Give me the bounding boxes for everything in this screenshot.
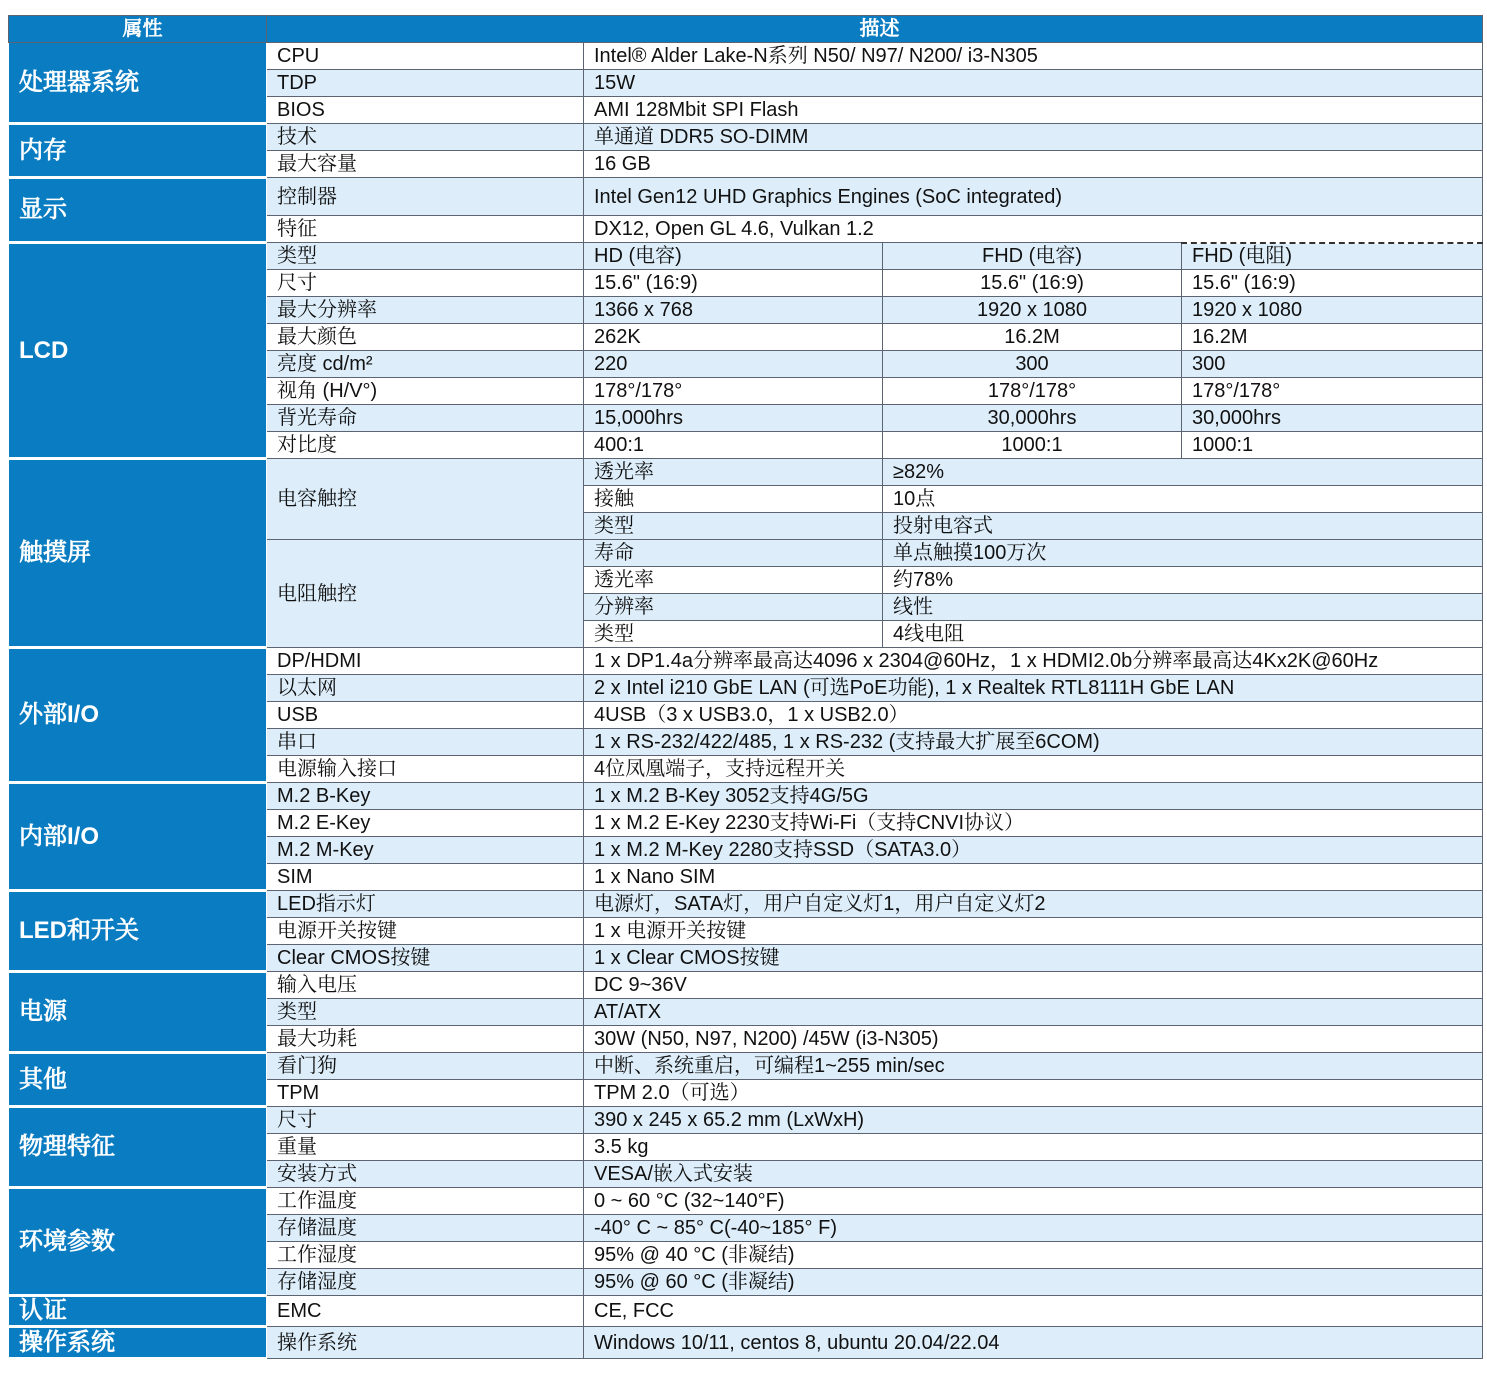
row-label: SIM [267, 864, 584, 891]
category-processor: 处理器系统 [9, 43, 267, 124]
touch-key: 分辨率 [584, 594, 883, 621]
spec-table [8, 15, 1483, 1360]
touch-key: 透光率 [584, 567, 883, 594]
lcd-col1: 262K [584, 324, 883, 351]
lcd-col3: 30,000hrs [1182, 405, 1483, 432]
row-value: 2 x Intel i210 GbE LAN (可选PoE功能), 1 x Realtek RTL8111H GbE LAN [584, 675, 1483, 702]
category-memory: 内存 [9, 124, 267, 178]
row-value: -40° C ~ 85° C(-40~185° F) [584, 1215, 1483, 1242]
row-value: DC 9~36V [584, 972, 1483, 999]
row-label: 串口 [267, 729, 584, 756]
touch-value: 投射电容式 [883, 513, 1483, 540]
table-row [9, 243, 1483, 270]
table-row [9, 1296, 1483, 1327]
category-power: 电源 [9, 972, 267, 1053]
category-lcd: LCD [9, 243, 267, 459]
table-row [9, 1107, 1483, 1134]
row-label: 存储湿度 [267, 1269, 584, 1296]
header-attr: 属性 [9, 16, 267, 43]
lcd-col2: 1000:1 [883, 432, 1182, 459]
row-label: 特征 [267, 216, 584, 243]
table-row [9, 891, 1483, 918]
row-label: CPU [267, 43, 584, 70]
row-label: 输入电压 [267, 972, 584, 999]
touch-capacitive-label: 电容触控 [267, 459, 584, 540]
row-label: 尺寸 [267, 1107, 584, 1134]
row-value: 16 GB [584, 151, 1483, 178]
lcd-col3: 16.2M [1182, 324, 1483, 351]
touch-key: 寿命 [584, 540, 883, 567]
row-value: TPM 2.0（可选） [584, 1080, 1483, 1107]
row-label: Clear CMOS按键 [267, 945, 584, 972]
table-row [9, 43, 1483, 70]
row-value: 30W (N50, N97, N200) /45W (i3-N305) [584, 1026, 1483, 1053]
row-label: 视角 (H/V°) [267, 378, 584, 405]
row-value: 15W [584, 70, 1483, 97]
row-label: DP/HDMI [267, 648, 584, 675]
row-label: 以太网 [267, 675, 584, 702]
table-row [9, 1327, 1483, 1359]
lcd-col3: FHD (电阻) [1182, 243, 1483, 270]
lcd-col1: 400:1 [584, 432, 883, 459]
lcd-col2: 178°/178° [883, 378, 1182, 405]
row-label: 对比度 [267, 432, 584, 459]
row-label: 电源开关按键 [267, 918, 584, 945]
row-label: 背光寿命 [267, 405, 584, 432]
touch-value: 线性 [883, 594, 1483, 621]
row-label: M.2 M-Key [267, 837, 584, 864]
category-touch: 触摸屏 [9, 459, 267, 648]
row-value: 390 x 245 x 65.2 mm (LxWxH) [584, 1107, 1483, 1134]
row-value: VESA/嵌入式安装 [584, 1161, 1483, 1188]
row-value: 1 x DP1.4a分辨率最高达4096 x 2304@60Hz，1 x HDMI2.0b分辨率最高达4Kx2K@60Hz [584, 648, 1483, 675]
row-value: 1 x M.2 E-Key 2230支持Wi-Fi（支持CNVI协议） [584, 810, 1483, 837]
table-row [9, 124, 1483, 151]
lcd-col2: 1920 x 1080 [883, 297, 1182, 324]
row-value: AMI 128Mbit SPI Flash [584, 97, 1483, 124]
category-cert: 认证 [9, 1296, 267, 1327]
row-label: TDP [267, 70, 584, 97]
row-value: 0 ~ 60 °C (32~140°F) [584, 1188, 1483, 1215]
category-external-io: 外部I/O [9, 648, 267, 783]
row-value: 4位凤凰端子，支持远程开关 [584, 756, 1483, 783]
row-label: BIOS [267, 97, 584, 124]
row-label: 重量 [267, 1134, 584, 1161]
row-label: 看门狗 [267, 1053, 584, 1080]
row-label: M.2 B-Key [267, 783, 584, 810]
touch-key: 类型 [584, 513, 883, 540]
lcd-col1: 178°/178° [584, 378, 883, 405]
row-label: M.2 E-Key [267, 810, 584, 837]
touch-value: 10点 [883, 486, 1483, 513]
row-value: 95% @ 60 °C (非凝结) [584, 1269, 1483, 1296]
row-value: 1 x M.2 M-Key 2280支持SSD（SATA3.0） [584, 837, 1483, 864]
category-led: LED和开关 [9, 891, 267, 972]
lcd-col2: 300 [883, 351, 1182, 378]
lcd-col2: 16.2M [883, 324, 1182, 351]
row-value: Intel Gen12 UHD Graphics Engines (SoC integrated) [584, 178, 1483, 216]
touch-value: 单点触摸100万次 [883, 540, 1483, 567]
row-label: 控制器 [267, 178, 584, 216]
row-label: 最大容量 [267, 151, 584, 178]
touch-key: 接触 [584, 486, 883, 513]
row-value: Windows 10/11, centos 8, ubuntu 20.04/22.04 [584, 1327, 1483, 1359]
row-label: 工作温度 [267, 1188, 584, 1215]
row-value: 1 x M.2 B-Key 3052支持4G/5G [584, 783, 1483, 810]
row-value: 电源灯，SATA灯，用户自定义灯1，用户自定义灯2 [584, 891, 1483, 918]
row-value: 1 x Clear CMOS按键 [584, 945, 1483, 972]
table-row [9, 459, 1483, 486]
row-value: 1 x Nano SIM [584, 864, 1483, 891]
lcd-col2: 15.6" (16:9) [883, 270, 1182, 297]
row-value: DX12, Open GL 4.6, Vulkan 1.2 [584, 216, 1483, 243]
table-row [9, 1188, 1483, 1215]
lcd-col1: HD (电容) [584, 243, 883, 270]
lcd-col1: 1366 x 768 [584, 297, 883, 324]
touch-key: 类型 [584, 621, 883, 648]
row-label: TPM [267, 1080, 584, 1107]
row-value: 4USB（3 x USB3.0，1 x USB2.0） [584, 702, 1483, 729]
touch-resistive-label: 电阻触控 [267, 540, 584, 648]
row-label: 安装方式 [267, 1161, 584, 1188]
category-display: 显示 [9, 178, 267, 243]
lcd-col3: 178°/178° [1182, 378, 1483, 405]
category-internal-io: 内部I/O [9, 783, 267, 891]
lcd-col2: 30,000hrs [883, 405, 1182, 432]
lcd-col1: 220 [584, 351, 883, 378]
lcd-col1: 15.6" (16:9) [584, 270, 883, 297]
table-row [9, 1053, 1483, 1080]
header-desc: 描述 [267, 16, 1483, 43]
category-physical: 物理特征 [9, 1107, 267, 1188]
lcd-col3: 1000:1 [1182, 432, 1483, 459]
row-label: EMC [267, 1296, 584, 1327]
row-label: 最大颜色 [267, 324, 584, 351]
row-label: USB [267, 702, 584, 729]
touch-value: ≥82% [883, 459, 1483, 486]
table-row [9, 972, 1483, 999]
table-header [9, 16, 1483, 43]
row-value: 1 x 电源开关按键 [584, 918, 1483, 945]
row-label: LED指示灯 [267, 891, 584, 918]
row-value: 单通道 DDR5 SO-DIMM [584, 124, 1483, 151]
lcd-col3: 300 [1182, 351, 1483, 378]
row-value: 3.5 kg [584, 1134, 1483, 1161]
category-other: 其他 [9, 1053, 267, 1107]
row-label: 存储温度 [267, 1215, 584, 1242]
row-value: AT/ATX [584, 999, 1483, 1026]
lcd-col1: 15,000hrs [584, 405, 883, 432]
row-label: 类型 [267, 243, 584, 270]
table-row [9, 648, 1483, 675]
row-label: 技术 [267, 124, 584, 151]
row-value: 95% @ 40 °C (非凝结) [584, 1242, 1483, 1269]
touch-value: 约78% [883, 567, 1483, 594]
row-label: 类型 [267, 999, 584, 1026]
row-value: 中断、系统重启，可编程1~255 min/sec [584, 1053, 1483, 1080]
category-environment: 环境参数 [9, 1188, 267, 1296]
lcd-col3: 1920 x 1080 [1182, 297, 1483, 324]
table-row [9, 178, 1483, 216]
row-value: Intel® Alder Lake-N系列 N50/ N97/ N200/ i3-N305 [584, 43, 1483, 70]
touch-value: 4线电阻 [883, 621, 1483, 648]
category-os: 操作系统 [9, 1327, 267, 1359]
row-label: 亮度 cd/m² [267, 351, 584, 378]
row-label: 工作湿度 [267, 1242, 584, 1269]
row-value: 1 x RS-232/422/485, 1 x RS-232 (支持最大扩展至6COM) [584, 729, 1483, 756]
touch-key: 透光率 [584, 459, 883, 486]
table-row [9, 783, 1483, 810]
lcd-col2: FHD (电容) [883, 243, 1182, 270]
row-label: 电源输入接口 [267, 756, 584, 783]
row-label: 操作系统 [267, 1327, 584, 1359]
row-value: CE, FCC [584, 1296, 1483, 1327]
lcd-col3: 15.6" (16:9) [1182, 270, 1483, 297]
row-label: 最大功耗 [267, 1026, 584, 1053]
row-label: 最大分辨率 [267, 297, 584, 324]
row-label: 尺寸 [267, 270, 584, 297]
